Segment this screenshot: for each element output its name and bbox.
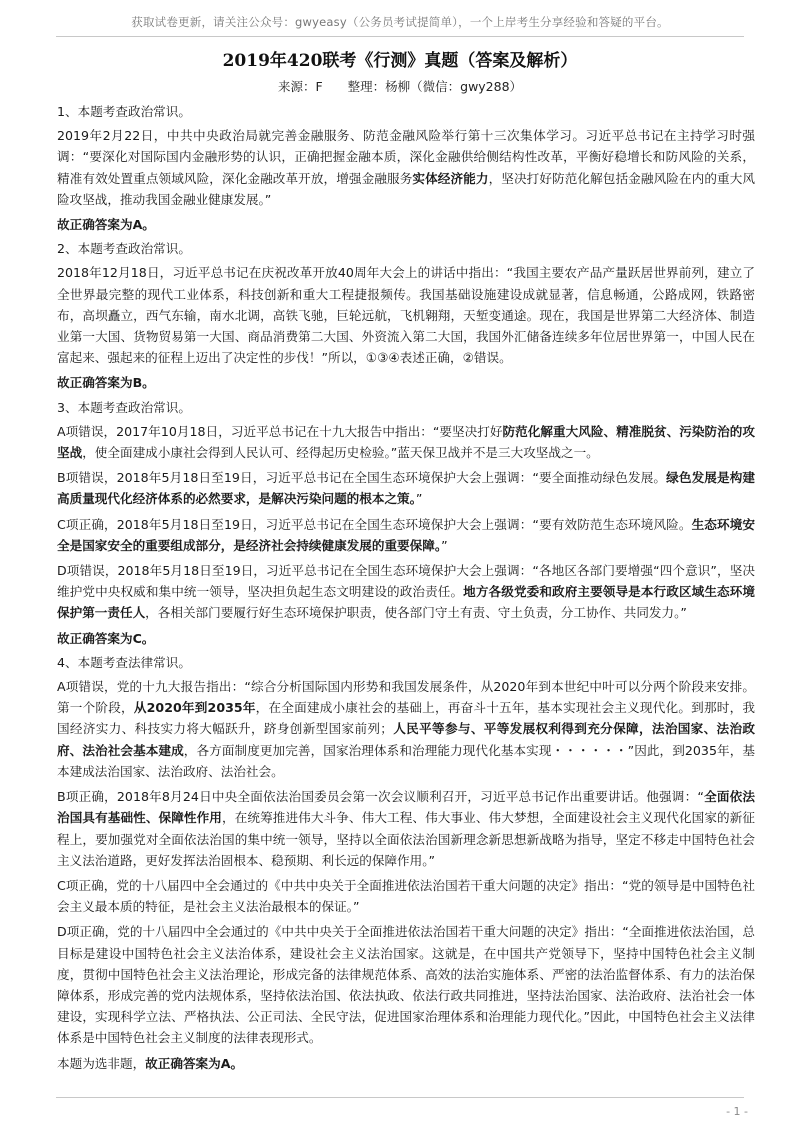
text-run: ，各相关部门要履行好生态环境保护职责，使各部门守土有责、守土负责，分工协作、共同发力。”	[145, 605, 687, 621]
explanation-paragraph	[57, 125, 755, 210]
answer-text: 故正确答案为A。	[57, 217, 155, 233]
document-body	[57, 101, 755, 1078]
header-divider	[56, 36, 744, 37]
answer-prefix: 本题为选非题，	[57, 1055, 146, 1071]
answer-text: 故正确答案为A。	[145, 1055, 244, 1071]
text-run: ，使全面建成小康社会得到人民认可、经得起历史检验。”蓝天保卫战并不是三大攻坚战之一。	[82, 445, 599, 461]
answer-text: 故正确答案为B。	[57, 375, 155, 391]
answer-line	[57, 628, 755, 649]
question-heading: 1、本题考查政治常识。	[57, 104, 191, 119]
answer-line	[57, 372, 755, 393]
emphasis-text: 生态环境安全是国家安全的重要组成部分，是经济社会持续健康发展的重要保障。	[57, 516, 756, 553]
explanation-paragraph	[57, 560, 755, 624]
page-number: - 1 -	[726, 1105, 748, 1118]
text-run: D项错误，2018年5月18日至19日，习近平总书记在全国生态环境保护大会上强调：“各地区各部门要增强“四个意识”，坚决维护党中央权威和集中统一领导，坚决担负起生态文明建设的政治责任。	[57, 563, 755, 600]
question-heading: 2、本题考查政治常识。	[57, 241, 191, 257]
question-heading: 3、本题考查政治常识。	[57, 399, 191, 415]
text-run: A项错误，党的十九大报告指出：“综合分析国际国内形势和我国发展条件，从2020年到本世纪中叶可以分两个阶段来安排。第一个阶段，	[57, 679, 755, 716]
emphasis-text: 全面依法治国具有基础性、保障性作用	[57, 789, 755, 826]
text-run: ，各方面制度更加完善，国家治理体系和治理能力现代化基本实现・・・・・・”因此，到2035年，基本建成法治国家、法治政府、法治社会。	[57, 742, 755, 779]
explanation-paragraph	[57, 921, 755, 1048]
emphasis-text: 绿色发展是构建高质量现代化经济体系的必然要求，是解决污染问题的根本之策。	[57, 470, 756, 507]
footer-divider	[56, 1097, 744, 1098]
text-run: ，在统筹推进伟大斗争、伟大工程、伟大事业、伟大梦想，全面建设社会主义现代化国家的新征程上，要加强党对全面依法治国的集中统一领导，坚持以全面依法治国新理念新思想新战略为指导，坚定不移走中国特色社会主义法治道路，更好发挥法治固根本、稳预期、利长远的保障作用。”	[57, 810, 756, 868]
explanation-paragraph	[57, 421, 755, 463]
emphasis-text: 从2020年到2035年	[133, 700, 256, 716]
answer-line	[57, 214, 755, 235]
emphasis-text: 实体经济能力	[412, 170, 489, 186]
explanation-paragraph	[57, 875, 755, 917]
text-run: B项正确，2018年8月24日中央全面依法治国委员会第一次会议顺利召开，习近平总书记作出重要讲话。他强调：“	[57, 789, 704, 805]
answer-line	[57, 1053, 755, 1074]
page-title: 2019年420联考《行测》真题（答案及解析）	[222, 51, 578, 71]
text-run: ”	[415, 491, 423, 507]
text-run: ”	[441, 537, 448, 553]
explanation-paragraph	[57, 467, 755, 509]
text-run: C项正确，党的十八届四中全会通过的《中共中央关于全面推进依法治国若干重大问题的决定》指出：“党的领导是中国特色社会主义最本质的特征，是社会主义法治最根本的保证。”	[57, 877, 755, 915]
explanation-paragraph	[57, 676, 755, 782]
source-line: 来源：F 整理：杨柳（微信：gwy288）	[277, 79, 523, 94]
emphasis-text: 防范化解重大风险、精准脱贫、污染防治的攻坚战	[57, 423, 755, 461]
text-run: ，在全面建成小康社会的基础上，再奋斗十五年，基本实现社会主义现代化。到那时，我国经济实力、科技实力将大幅跃升，跻身创新型国家前列；	[57, 700, 756, 737]
answer-text: 故正确答案为C。	[57, 630, 155, 646]
text-run: A项错误，2017年10月18日，习近平总书记在十九大报告中指出：“要坚决打好	[57, 423, 503, 439]
text-run: C项正确，2018年5月18日至19日，习近平总书记在全国生态环境保护大会上强调：“要有效防范生态环境风险。	[57, 516, 692, 532]
text-run: 2019年2月22日，中共中央政治局就完善金融服务、防范金融风险举行第十三次集体学习。习近平总书记在主持学习时强调：“要深化对国际国内金融形势的认识，正确把握金融本质，深化金融供给侧结构性改革，平衡好稳增长和防风险的关系，精准有效处置重点领域风险，深化金融改革开放，增强金融服务	[57, 128, 755, 186]
text-run: D项正确，党的十八届四中全会通过的《中共中央关于全面推进依法治国若干重大问题的决定》指出：“全面推进依法治国，总目标是建设中国特色社会主义法治体系，建设社会主义法治国家。这就是，在中国共产党领导下，坚持中国特色社会主义制度，贯彻中国特色社会主义法治理论，形成完备的法律规范体系、高效的法治实施体系、严密的法治监督体系、有力的法治保障体系，形成完善的党内法规体系，坚持依法治国、依法执政、依法行政共同推进，坚持法治国家、法治政府、法治社会一体建设，实现科学立法、严格执法、公正司法、全民守法，促进国家治理体系和治理能力现代化。”因此，中国特色社会主义法律体系是中国特色社会主义制度的法律表现形式。	[57, 924, 755, 1046]
header-notice: 获取试卷更新，请关注公众号：gwyeasy（公务员考试提简单），一个上岸考生分享经验和答疑的平台。	[131, 15, 669, 29]
emphasis-text: 地方各级党委和政府主要领导是本行政区域生态环境保护第一责任人	[57, 584, 756, 621]
explanation-paragraph	[57, 262, 755, 368]
question-heading: 4、本题考查法律常识。	[57, 654, 191, 670]
explanation-paragraph	[57, 786, 755, 871]
explanation-paragraph	[57, 514, 755, 556]
text-run: ，坚决打好防范化解包括金融风险在内的重大风险攻坚战，推动我国金融业健康发展。”	[57, 170, 756, 207]
text-run: B项错误，2018年5月18日至19日，习近平总书记在全国生态环境保护大会上强调：“要全面推动绿色发展。	[57, 470, 667, 486]
emphasis-text: 人民平等参与、平等发展权利得到充分保障，法治国家、法治政府、法治社会基本建成	[57, 721, 756, 758]
text-run: 2018年12月18日，习近平总书记在庆祝改革开放40周年大会上的讲话中指出：“我国主要农产品产量跃居世界前列，建立了全世界最完整的现代工业体系，科技创新和重大工程捷报频传。我国基础设施建设成就显著，信息畅通，公路成网，铁路密布，高坝矗立，西气东输，南水北调，高铁飞驰，巨轮远航，飞机翱翔，天堑变通途。现在，我国是世界第二大经济体、制造业第一大国、货物贸易第一大国、商品消费第二大国、外资流入第二大国，我国外汇储备连续多年位居世界第一，中国人民在富起来、强起来的征程上迈出了决定性的步伐！”所以，①③④表述正确，②错误。	[57, 265, 755, 366]
